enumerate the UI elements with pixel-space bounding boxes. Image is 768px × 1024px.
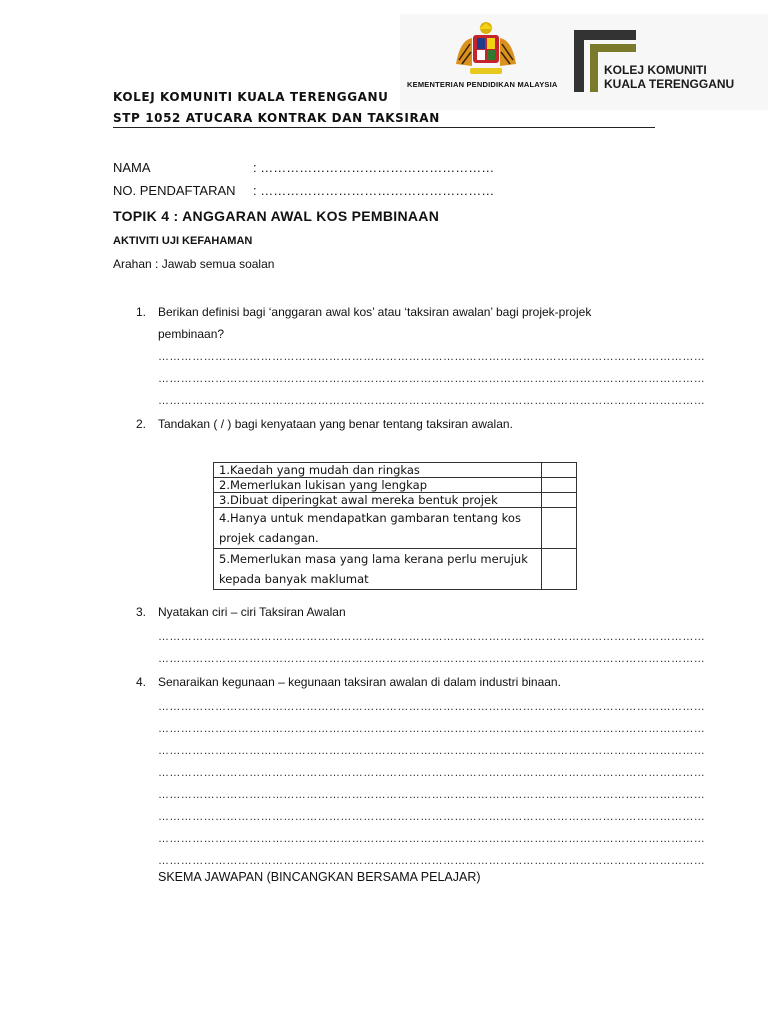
table-row — [214, 478, 577, 493]
tick-box[interactable] — [542, 478, 577, 493]
ministry-name: KEMENTERIAN PENDIDIKAN MALAYSIA — [407, 80, 558, 89]
tick-box[interactable] — [542, 508, 577, 549]
statement-4-line-1: 4.Hanya untuk mendapatkan gambaran tentang kos — [219, 511, 521, 525]
statement-5-line-2: kepada banyak maklumat — [219, 572, 369, 586]
institution-name: KOLEJ KOMUNITI KUALA TERENGGANU — [113, 90, 389, 104]
question-4-line-1: Senaraikan kegunaan – kegunaan taksiran awalan di dalam industri binaan. — [158, 675, 561, 689]
answer-line: ……………………………………………………………………………………………………………………………… — [158, 723, 706, 735]
college-logo-line-2: KUALA TERENGGANU — [604, 77, 735, 91]
question-4-number: 4. — [136, 675, 147, 689]
answer-line: ……………………………………………………………………………………………………………………………… — [158, 653, 706, 665]
nama-label: NAMA — [113, 160, 151, 175]
question-1-text — [158, 301, 591, 345]
statement-2: 2.Memerlukan lukisan yang lengkap — [214, 478, 542, 493]
table-row — [214, 549, 577, 590]
statement-4 — [214, 508, 542, 549]
tick-box[interactable] — [542, 493, 577, 508]
instruction-text: Arahan : Jawab semua soalan — [113, 257, 275, 271]
answer-line: ……………………………………………………………………………………………………………………………… — [158, 631, 706, 643]
topic-title: TOPIK 4 : ANGGARAN AWAL KOS PEMBINAAN — [113, 208, 440, 224]
answer-line: ……………………………………………………………………………………………………………………………… — [158, 373, 706, 385]
question-3-number: 3. — [136, 605, 147, 619]
answer-line: ……………………………………………………………………………………………………………………………… — [158, 789, 706, 801]
malaysia-coat-of-arms-icon — [446, 20, 526, 80]
tick-box[interactable] — [542, 549, 577, 590]
college-logo-text — [604, 63, 734, 91]
answer-line: ……………………………………………………………………………………………………………………………… — [158, 351, 706, 363]
answer-line: ……………………………………………………………………………………………………………………………… — [158, 701, 706, 713]
statement-5-line-1: 5.Memerlukan masa yang lama kerana perlu merujuk — [219, 552, 528, 566]
no-pendaftaran-label: NO. PENDAFTARAN — [113, 183, 236, 198]
course-title: STP 1052 ATUCARA KONTRAK DAN TAKSIRAN — [113, 111, 440, 125]
college-logo-line-1: KOLEJ KOMUNITI — [604, 63, 707, 77]
answer-line: ……………………………………………………………………………………………………………………………… — [158, 745, 706, 757]
answer-line: ……………………………………………………………………………………………………………………………… — [158, 767, 706, 779]
answer-line: ……………………………………………………………………………………………………………………………… — [158, 833, 706, 845]
question-2-text — [158, 413, 513, 435]
question-2-line-1: Tandakan ( / ) bagi kenyataan yang benar tentang taksiran awalan. — [158, 417, 513, 431]
nama-value: : ……………………………………………… — [253, 160, 495, 175]
statement-1: 1.Kaedah yang mudah dan ringkas — [214, 463, 542, 478]
answer-line: ……………………………………………………………………………………………………………………………… — [158, 811, 706, 823]
question-3-text — [158, 601, 346, 623]
table-row — [214, 508, 577, 549]
no-pendaftaran-value: : ……………………………………………… — [253, 183, 495, 198]
answer-line: ……………………………………………………………………………………………………………………………… — [158, 855, 706, 867]
statement-5 — [214, 549, 542, 590]
question-1-number: 1. — [136, 305, 147, 319]
question-1-line-2: pembinaan? — [158, 327, 225, 341]
question-3-line-1: Nyatakan ciri – ciri Taksiran Awalan — [158, 605, 346, 619]
question-1-line-1: Berikan definisi bagi ‘anggaran awal kos’ atau ‘taksiran awalan’ bagi projek-projek — [158, 305, 592, 319]
table-row — [214, 493, 577, 508]
statement-4-line-2: projek cadangan. — [219, 531, 319, 545]
no-pendaftaran-field — [113, 183, 494, 198]
statement-3: 3.Dibuat diperingkat awal mereka bentuk projek — [214, 493, 542, 508]
table-row — [214, 463, 577, 478]
activity-subtitle: AKTIVITI UJI KEFAHAMAN — [113, 235, 253, 247]
answer-line: ……………………………………………………………………………………………………………………………… — [158, 395, 706, 407]
tick-box[interactable] — [542, 463, 577, 478]
question-4-text — [158, 671, 561, 693]
statement-tick-table — [213, 462, 577, 590]
nama-field — [113, 160, 494, 175]
question-2-number: 2. — [136, 417, 147, 431]
header-divider — [113, 127, 655, 128]
answer-scheme-note: SKEMA JAWAPAN (BINCANGKAN BERSAMA PELAJAR) — [158, 870, 481, 884]
